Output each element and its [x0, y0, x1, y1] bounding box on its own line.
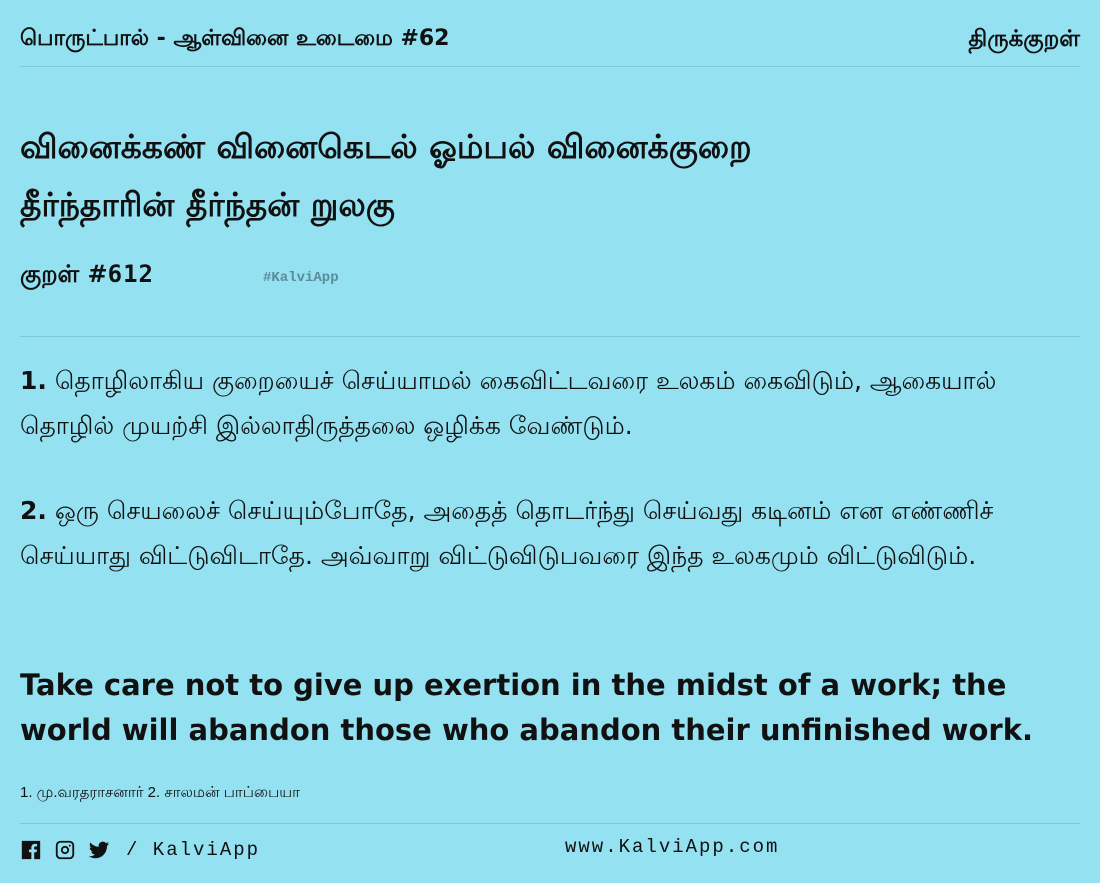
english-translation: Take care not to give up exertion in the midst of a work; the world will abandon those who abandon their unfinished work.	[20, 668, 1034, 747]
footer	[20, 823, 1080, 883]
kural-number-label: குறள் #	[20, 260, 108, 288]
page	[20, 0, 1080, 882]
divider	[20, 336, 1080, 337]
explanation-1-text: தொழிலாகிய குறையைச் செய்யாமல் கைவிட்டவரை உலகம் கைவிடும், ஆகையால் தொழில் முயற்சி இல்லாதிருத்தலை ஒழிக்க வேண்டும்.	[20, 366, 997, 440]
social-handle[interactable]: / KalviApp	[126, 839, 261, 861]
section-title: பொருட்பால் - ஆள்வினை உடைமை #62	[20, 26, 450, 51]
facebook-icon[interactable]	[20, 839, 42, 861]
explanation-2-index: 2.	[20, 496, 47, 525]
kural-number	[20, 260, 154, 288]
brand-title: திருக்குறள்	[968, 26, 1080, 52]
kural-number-value: 612	[107, 260, 155, 288]
hashtag: #KalviApp	[263, 270, 339, 286]
instagram-icon[interactable]	[54, 839, 76, 861]
explanation-2	[20, 488, 1080, 578]
social-links	[20, 838, 260, 862]
kural-meta	[20, 260, 339, 290]
twitter-icon[interactable]	[88, 839, 110, 861]
explanation-1-index: 1.	[20, 366, 47, 395]
kural-line-2: தீர்ந்தாரின் தீர்ந்தன் றுலகு	[20, 185, 395, 224]
kural-text	[20, 118, 752, 234]
explanation-1	[20, 358, 1080, 448]
kural-line-1: வினைக்கண் வினைகெடல் ஓம்பல் வினைக்குறை	[20, 127, 752, 166]
header	[20, 22, 1080, 67]
website-link[interactable]: www.KalviApp.com	[565, 836, 780, 858]
explanation-2-text: ஒரு செயலைச் செய்யும்போதே, அதைத் தொடர்ந்து செய்வது கடினம் என எண்ணிச் செய்யாது விட்டுவிடாதே. அவ்வாறு விட்டுவிடுபவரை இந்த உலகமும் விட்டுவிடும்.	[20, 496, 994, 570]
credits: 1. மு.வரதராசனார் 2. சாலமன் பாப்பையா	[20, 784, 300, 801]
